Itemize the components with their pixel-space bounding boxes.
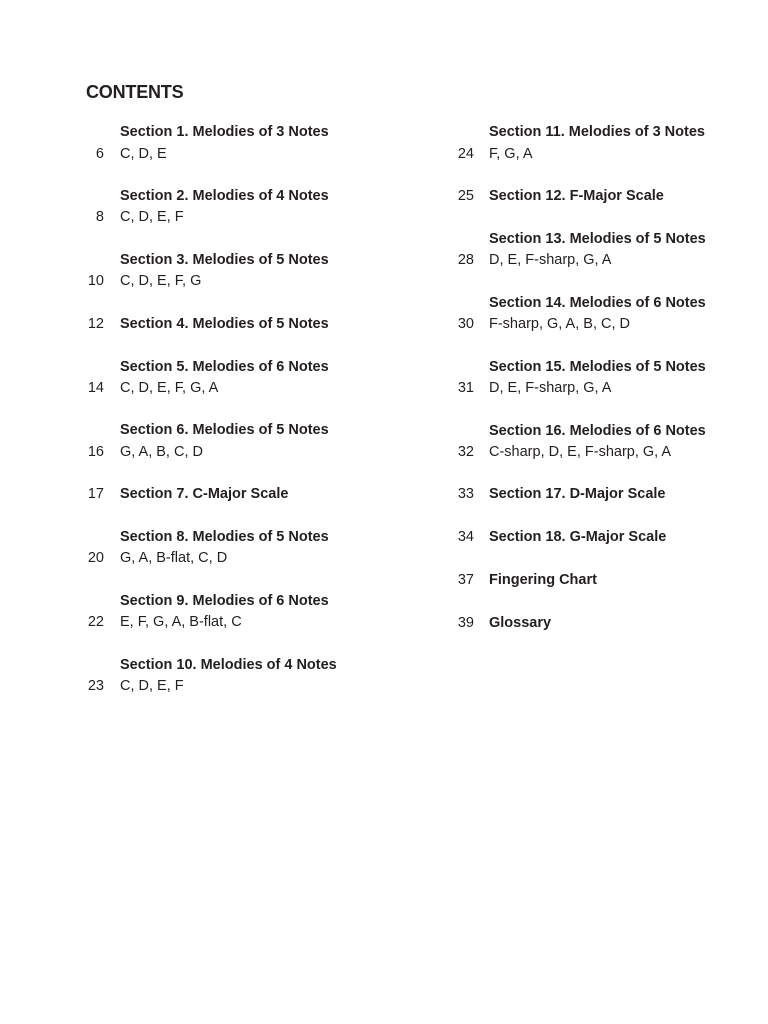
toc-entry-notes: C, D, E, F — [120, 209, 184, 225]
toc-entry-notes: C-sharp, D, E, F-sharp, G, A — [489, 444, 672, 460]
toc-entry-title-line — [0, 421, 384, 439]
toc-entry-line — [370, 614, 768, 632]
toc-entry-notes-line — [0, 549, 384, 567]
toc-page-number: 34 — [457, 529, 474, 545]
toc-entry-notes: C, D, E, F, G — [120, 273, 202, 289]
toc-entry-title[interactable]: Section 15. Melodies of 5 Notes — [489, 359, 706, 375]
toc-entry-title[interactable]: Section 3. Melodies of 5 Notes — [120, 252, 329, 268]
toc-entry-title-line — [370, 123, 768, 141]
toc-page-number: 39 — [457, 615, 474, 631]
toc-page-number: 6 — [95, 146, 104, 162]
toc-entry-line — [0, 315, 384, 333]
toc-page-number: 22 — [87, 614, 104, 630]
toc-page-number: 33 — [457, 486, 474, 502]
toc-page-number: 20 — [87, 550, 104, 566]
toc-entry-notes-line — [370, 379, 768, 397]
toc-page-number: 12 — [87, 316, 104, 332]
toc-entry-title[interactable]: Glossary — [489, 615, 552, 631]
toc-entry-title[interactable]: Fingering Chart — [489, 572, 597, 588]
toc-entry-title-line — [0, 656, 384, 674]
toc-entry-notes-line — [370, 145, 768, 163]
toc-entry-notes: D, E, F-sharp, G, A — [489, 380, 612, 396]
toc-page-number: 31 — [457, 380, 474, 396]
toc-entry-title[interactable]: Section 5. Melodies of 6 Notes — [120, 359, 329, 375]
toc-page-number: 28 — [457, 252, 474, 268]
toc-page-number: 25 — [457, 188, 474, 204]
toc-entry-notes-line — [370, 315, 768, 333]
toc-entry-notes: F-sharp, G, A, B, C, D — [489, 316, 631, 332]
toc-page-number: 30 — [457, 316, 474, 332]
toc-entry-title-line — [0, 592, 384, 610]
toc-entry-title[interactable]: Section 7. C-Major Scale — [120, 486, 289, 502]
toc-entry-title[interactable]: Section 11. Melodies of 3 Notes — [489, 124, 705, 140]
toc-entry-line — [370, 485, 768, 503]
toc-entry-notes-line — [370, 443, 768, 461]
toc-entry-title[interactable]: Section 16. Melodies of 6 Notes — [489, 423, 706, 439]
toc-entry-line — [370, 571, 768, 589]
toc-entry-notes: D, E, F-sharp, G, A — [489, 252, 612, 268]
toc-entry-title-line — [0, 187, 384, 205]
toc-entry-line — [370, 187, 768, 205]
toc-entry-notes: G, A, B-flat, C, D — [120, 550, 228, 566]
toc-entry-title[interactable]: Section 8. Melodies of 5 Notes — [120, 529, 329, 545]
toc-entry-title-line — [370, 294, 768, 312]
toc-entry-title[interactable]: Section 2. Melodies of 4 Notes — [120, 188, 329, 204]
toc-page-number: 17 — [87, 486, 104, 502]
toc-entry-notes: C, D, E — [120, 146, 167, 162]
toc-entry-title[interactable]: Section 9. Melodies of 6 Notes — [120, 593, 329, 609]
toc-entry-notes: G, A, B, C, D — [120, 444, 203, 460]
toc-entry-notes-line — [0, 272, 384, 290]
toc-entry-title[interactable]: Section 4. Melodies of 5 Notes — [120, 316, 329, 332]
toc-entry-line — [0, 485, 384, 503]
toc-entry-title[interactable]: Section 13. Melodies of 5 Notes — [489, 231, 706, 247]
toc-entry-notes-line — [0, 677, 384, 695]
toc-entry-title-line — [370, 422, 768, 440]
toc-entry-title[interactable]: Section 17. D-Major Scale — [489, 486, 666, 502]
toc-entry-title[interactable]: Section 12. F-Major Scale — [489, 188, 664, 204]
toc-entry-title[interactable]: Section 10. Melodies of 4 Notes — [120, 657, 337, 673]
toc-page-number: 37 — [457, 572, 474, 588]
toc-entry-title-line — [0, 528, 384, 546]
toc-entry-title-line — [0, 251, 384, 269]
toc-entry-title-line — [370, 358, 768, 376]
toc-entry-title[interactable]: Section 14. Melodies of 6 Notes — [489, 295, 706, 311]
toc-entry-notes-line — [0, 208, 384, 226]
toc-entry-notes-line — [0, 379, 384, 397]
toc-page-number: 23 — [87, 678, 104, 694]
toc-page-number: 8 — [95, 209, 104, 225]
toc-page-number: 14 — [87, 380, 104, 396]
toc-entry-notes-line — [0, 613, 384, 631]
toc-entry-title-line — [0, 358, 384, 376]
toc-page-number: 24 — [457, 146, 474, 162]
toc-entry-line — [370, 528, 768, 546]
contents-heading: CONTENTS — [86, 82, 184, 102]
toc-entry-title[interactable]: Section 1. Melodies of 3 Notes — [120, 124, 329, 140]
toc-entry-notes: E, F, G, A, B-flat, C — [120, 614, 242, 630]
toc-entry-title[interactable]: Section 6. Melodies of 5 Notes — [120, 422, 329, 438]
toc-entry-notes: C, D, E, F — [120, 678, 184, 694]
toc-entry-notes-line — [0, 443, 384, 461]
toc-entry-notes-line — [0, 145, 384, 163]
toc-page-number: 16 — [87, 444, 104, 460]
toc-entry-title-line — [370, 230, 768, 248]
toc-entry-title[interactable]: Section 18. G-Major Scale — [489, 529, 667, 545]
toc-entry-notes-line — [370, 251, 768, 269]
toc-entry-title-line — [0, 123, 384, 141]
toc-page-number: 10 — [87, 273, 104, 289]
toc-entry-notes: F, G, A — [489, 146, 533, 162]
toc-entry-notes: C, D, E, F, G, A — [120, 380, 219, 396]
toc-page-number: 32 — [457, 444, 474, 460]
